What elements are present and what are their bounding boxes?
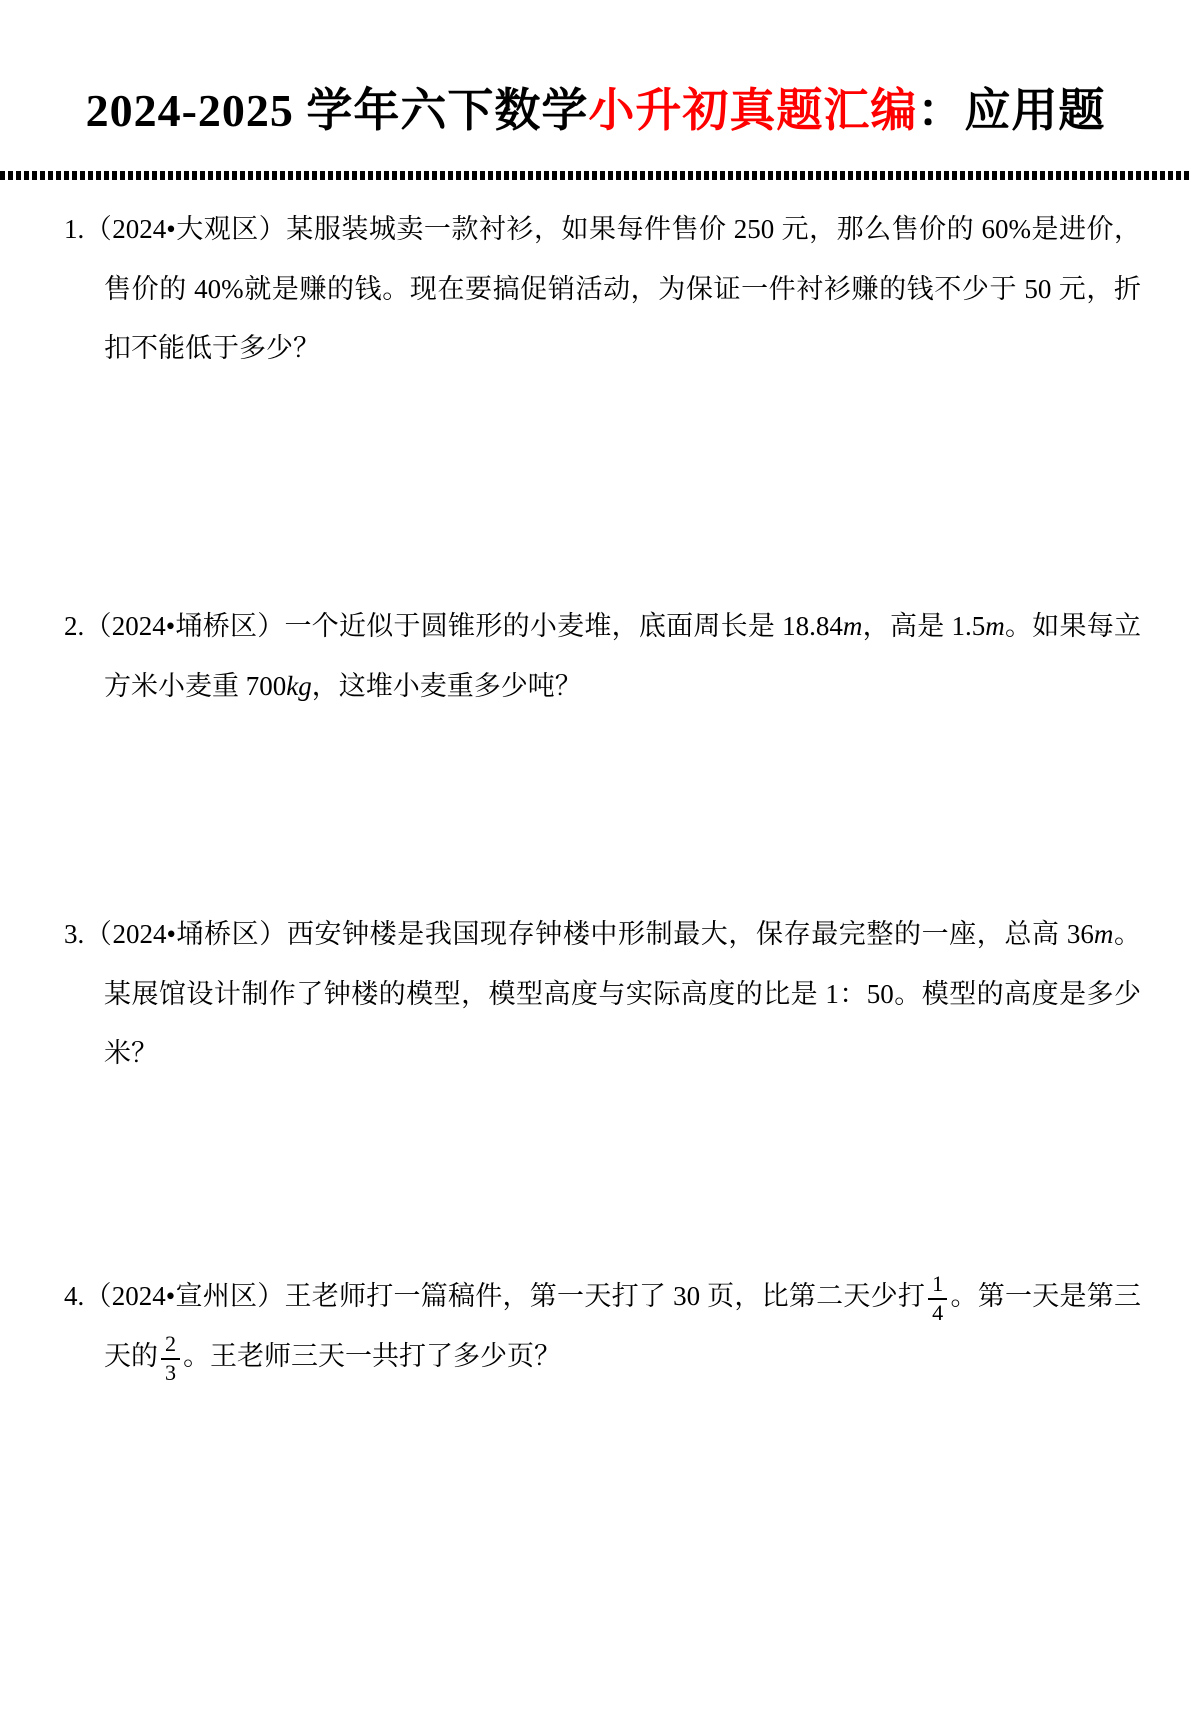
fraction-denominator: 3 [165,1359,177,1385]
problem-item-2 [64,597,1141,905]
problem-item-4 [64,1267,1141,1567]
problem-text: 。第一天是第三天的 [104,1281,1142,1371]
fraction-numerator: 2 [161,1332,180,1360]
problem-item-1 [64,200,1141,597]
problem-text: 。如果每立方米小麦重 700 [104,611,1142,701]
fraction [928,1272,947,1326]
problem-text: 3.（2024•埇桥区）西安钟楼是我国现存钟楼中形制最大，保存最完整的一座，总高 36 [64,919,1094,950]
problem-text: 2.（2024•埇桥区）一个近似于圆锥形的小麦堆，底面周长是 18.84 [64,611,843,642]
unit-symbol: kg [286,670,312,701]
title-segment-2: 小升初真题汇编 [588,84,918,136]
fraction-numerator: 1 [928,1272,947,1300]
title-segment-3: ：应用题 [917,84,1106,136]
problem-text: 。某展馆设计制作了钟楼的模型，模型高度与实际高度的比是 1：50。模型的高度是多少米？ [104,919,1142,1069]
dotted-divider [0,171,1191,180]
unit-symbol: m [1093,919,1114,950]
fraction [161,1332,180,1386]
worksheet-page [0,31,1191,1715]
problem-list [0,180,1191,1567]
unit-symbol: m [985,611,1005,642]
problem-text: 4.（2024•宣州区）王老师打一篇稿件，第一天打了 30 页，比第二天少打 [64,1281,926,1312]
problem-text: 。王老师三天一共打了多少页？ [183,1340,562,1371]
problem-text: ，这堆小麦重多少吨？ [311,670,582,701]
problem-text: 1.（2024•大观区）某服装城卖一款衬衫，如果每件售价 250 元，那么售价的 60%是进价，售价的 40%就是赚的钱。现在要搞促销活动，为保证一件衬衫赚的钱不少于 50 元，折扣不能低于多少？ [64,214,1141,364]
unit-symbol: m [842,611,863,642]
page-title [0,31,1191,141]
problem-item-3 [64,905,1141,1267]
problem-text: ，高是 1.5 [862,611,986,642]
fraction-denominator: 4 [932,1300,944,1326]
title-segment-1: 2024-2025 学年六下数学 [85,84,589,136]
